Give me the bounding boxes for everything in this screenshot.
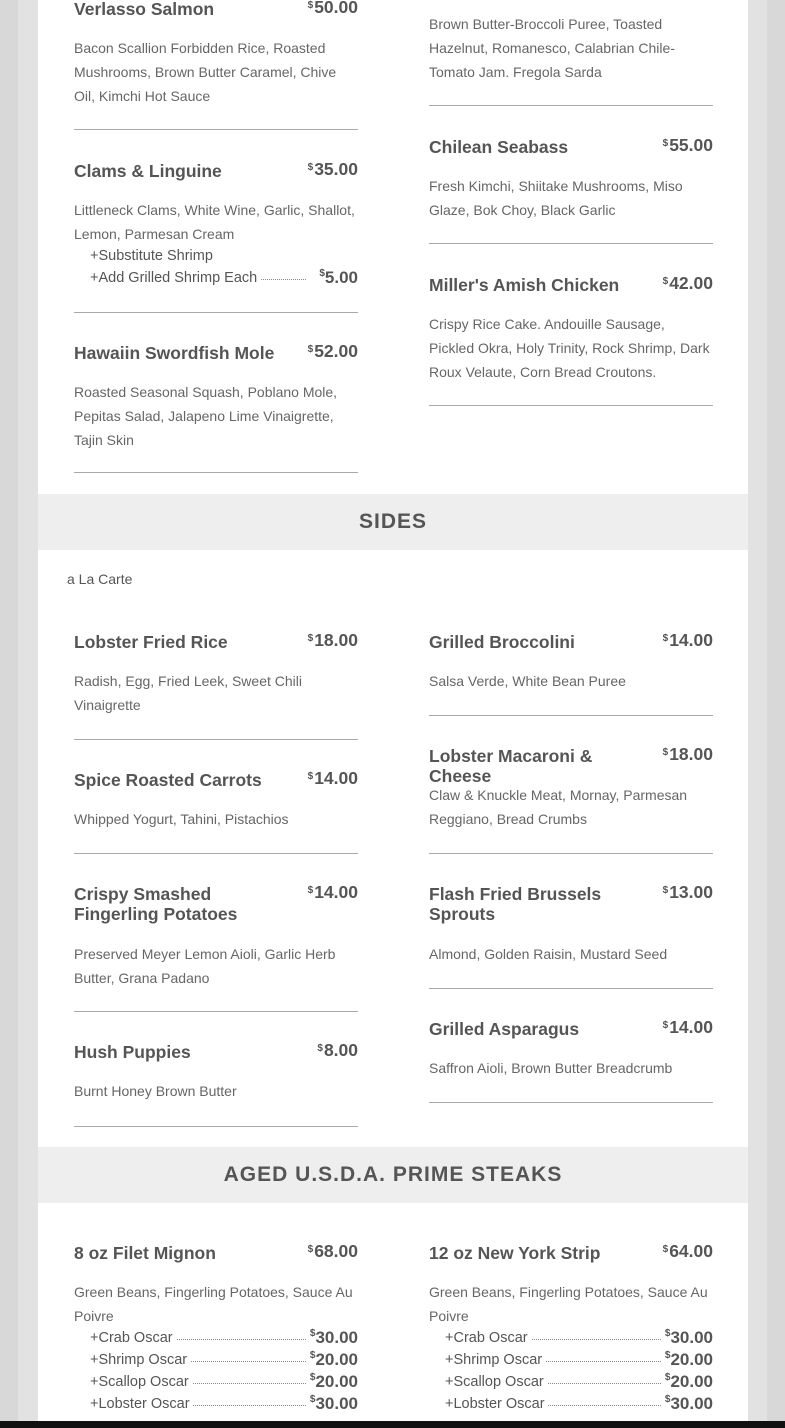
addon-label: +Scallop Oscar	[90, 1374, 192, 1390]
item-price: $14.00	[307, 768, 358, 788]
item-description: Preserved Meyer Lemon Aioli, Garlic Herb Butter, Grana Padano	[74, 946, 336, 986]
addon-row	[445, 1395, 713, 1417]
item-name: Miller's Amish Chicken	[429, 275, 620, 295]
divider	[74, 472, 358, 473]
section-header-sides	[38, 494, 748, 550]
section-title: SIDES	[358, 510, 428, 533]
item-name: Lobster Macaroni & Cheese	[429, 746, 593, 786]
item-name: Verlasso Salmon	[74, 0, 215, 19]
item-price: $52.00	[307, 341, 358, 361]
addon-label: +Lobster Oscar	[445, 1396, 548, 1412]
addon-label: +Scallop Oscar	[445, 1374, 547, 1390]
item-price: $42.00	[662, 273, 713, 293]
addon-label: +Add Grilled Shrimp Each	[90, 270, 260, 286]
divider	[74, 129, 358, 130]
screen-bottom-edge	[0, 1421, 785, 1428]
item-name: Lobster Fried Rice	[74, 632, 228, 652]
item-name: Hawaiin Swordfish Mole	[74, 343, 275, 363]
item-name: Crispy Smashed Fingerling Potatoes	[74, 884, 238, 924]
item-price: $64.00	[662, 1241, 713, 1261]
addon-price: $20.00	[662, 1372, 713, 1392]
item-name: Spice Roasted Carrots	[74, 770, 262, 790]
addon-label: +Shrimp Oscar	[90, 1352, 190, 1368]
divider	[429, 1102, 713, 1103]
item-price: $35.00	[307, 159, 358, 179]
divider	[74, 739, 358, 740]
item-price: $50.00	[307, 0, 358, 17]
item-description: Almond, Golden Raisin, Mustard Seed	[429, 946, 668, 962]
item-price: $55.00	[662, 135, 713, 155]
item-description: Claw & Knuckle Meat, Mornay, Parmesan Reggiano, Bread Crumbs	[429, 787, 688, 827]
item-name: Hush Puppies	[74, 1042, 191, 1062]
item-description: Green Beans, Fingerling Potatoes, Sauce Au Poivre	[74, 1284, 353, 1324]
addon-price: $20.00	[307, 1350, 358, 1370]
addon-row	[90, 247, 358, 269]
section-header-steaks	[38, 1147, 748, 1203]
divider	[429, 853, 713, 854]
addon-row	[445, 1373, 713, 1395]
addon-row	[90, 1373, 358, 1395]
item-price: $13.00	[662, 882, 713, 902]
addon-label: +Substitute Shrimp	[90, 248, 216, 264]
item-price: $68.00	[307, 1241, 358, 1261]
addon-price: $5.00	[316, 268, 358, 288]
addon-price: $30.00	[662, 1328, 713, 1348]
addon-label: +Crab Oscar	[90, 1330, 176, 1346]
addon-row	[90, 1351, 358, 1373]
addon-row	[445, 1351, 713, 1373]
item-description: Brown Butter-Broccoli Puree, Toasted Hazelnut, Romanesco, Calabrian Chile-Tomato Jam. Fregola Sarda	[429, 16, 675, 80]
item-price: $14.00	[662, 1017, 713, 1037]
addon-row	[445, 1329, 713, 1351]
divider	[74, 1011, 358, 1012]
addon-price: $30.00	[307, 1394, 358, 1414]
item-description: Radish, Egg, Fried Leek, Sweet Chili Vinaigrette	[74, 673, 302, 713]
item-price: $18.00	[307, 630, 358, 650]
item-price: $8.00	[317, 1040, 358, 1060]
item-price: $14.00	[662, 630, 713, 650]
item-description: Crispy Rice Cake. Andouille Sausage, Pickled Okra, Holy Trinity, Rock Shrimp, Dark Roux Velaute, Corn Bread Croutons.	[429, 316, 710, 380]
divider	[74, 853, 358, 854]
addon-row	[90, 269, 358, 291]
item-name: 12 oz New York Strip	[429, 1243, 601, 1263]
item-description: Saffron Aioli, Brown Butter Breadcrumb	[429, 1060, 673, 1076]
divider	[429, 243, 713, 244]
item-name: Chilean Seabass	[429, 137, 569, 157]
addon-price: $30.00	[307, 1328, 358, 1348]
item-price: $14.00	[307, 882, 358, 902]
divider	[74, 312, 358, 313]
addon-row	[90, 1395, 358, 1417]
addon-price: $20.00	[662, 1350, 713, 1370]
item-description: Whipped Yogurt, Tahini, Pistachios	[74, 811, 289, 827]
divider	[74, 1126, 358, 1127]
addon-label: +Lobster Oscar	[90, 1396, 193, 1412]
item-name: Clams & Linguine	[74, 161, 222, 181]
item-description: Bacon Scallion Forbidden Rice, Roasted Mushrooms, Brown Butter Caramel, Chive Oil, Kimchi Hot Sauce	[74, 40, 337, 104]
addon-label: +Crab Oscar	[445, 1330, 531, 1346]
item-name: Grilled Asparagus	[429, 1019, 580, 1039]
addon-price: $30.00	[662, 1394, 713, 1414]
item-name: Flash Fried Brussels Sprouts	[429, 884, 602, 924]
item-description: Roasted Seasonal Squash, Poblano Mole, Pepitas Salad, Jalapeno Lime Vinaigrette, Tajin Skin	[74, 384, 338, 448]
section-note: a La Carte	[67, 571, 133, 587]
addon-price: $20.00	[307, 1372, 358, 1392]
divider	[429, 715, 713, 716]
item-price: $18.00	[662, 744, 713, 764]
divider	[429, 105, 713, 106]
addon-row	[90, 1329, 358, 1351]
item-description: Salsa Verde, White Bean Puree	[429, 673, 626, 689]
section-title: AGED U.S.D.A. PRIME STEAKS	[223, 1163, 563, 1186]
item-name: Grilled Broccolini	[429, 632, 575, 652]
item-description: Littleneck Clams, White Wine, Garlic, Shallot, Lemon, Parmesan Cream	[74, 202, 355, 242]
item-description: Burnt Honey Brown Butter	[74, 1083, 237, 1099]
item-description: Fresh Kimchi, Shiitake Mushrooms, Miso Glaze, Bok Choy, Black Garlic	[429, 178, 683, 218]
divider	[429, 405, 713, 406]
divider	[429, 988, 713, 989]
item-description: Green Beans, Fingerling Potatoes, Sauce Au Poivre	[429, 1284, 708, 1324]
addon-label: +Shrimp Oscar	[445, 1352, 545, 1368]
item-name: 8 oz Filet Mignon	[74, 1243, 216, 1263]
